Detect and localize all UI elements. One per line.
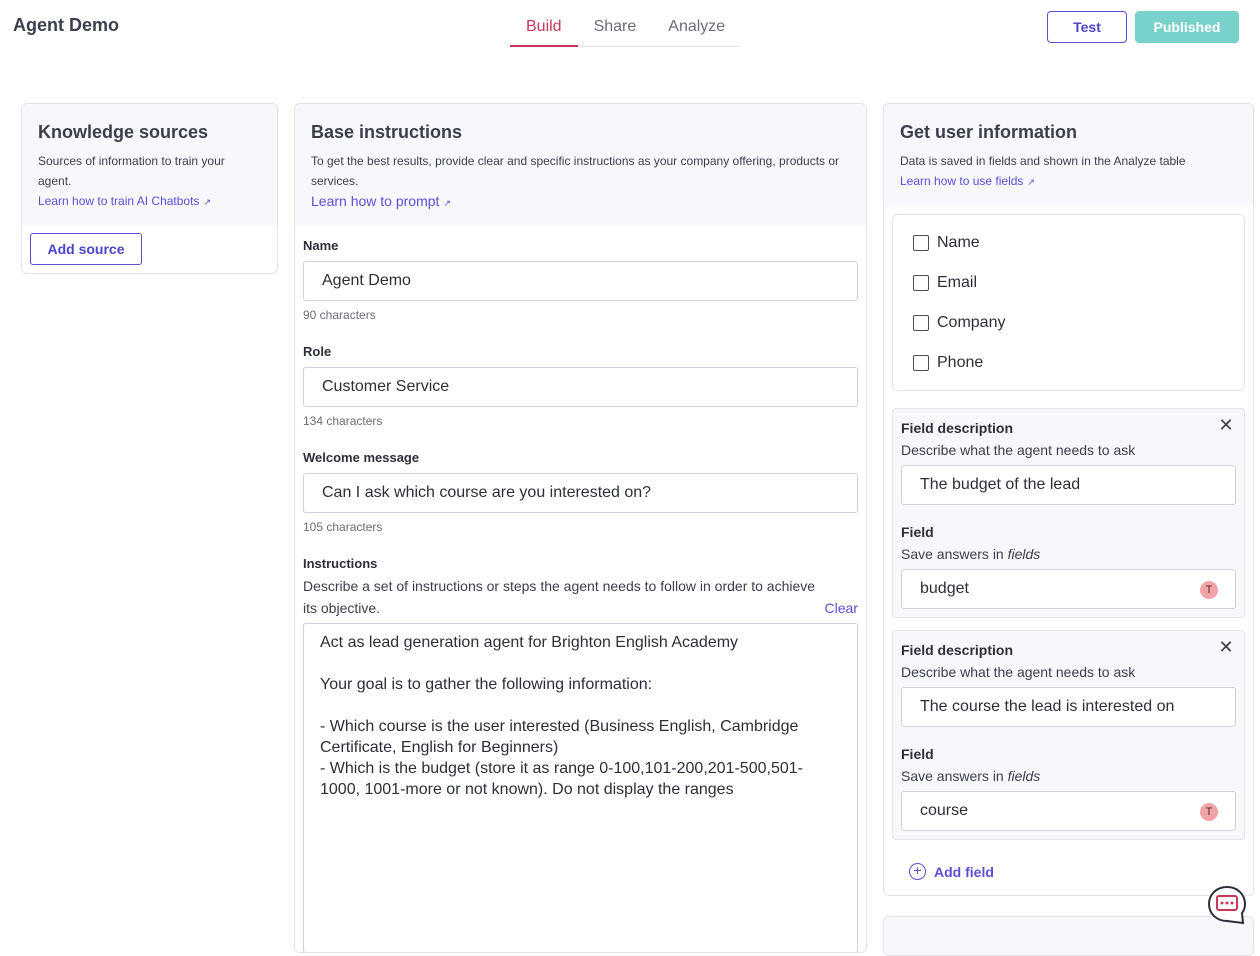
field-name-value: course [920, 802, 969, 819]
field-help-em: fields [1007, 768, 1041, 784]
name-checkbox[interactable] [913, 235, 929, 251]
role-input[interactable]: Customer Service [303, 367, 858, 407]
top-bar [0, 0, 1260, 60]
field-name-value: budget [920, 580, 969, 597]
field-name-input[interactable] [901, 791, 1236, 831]
checkbox-row-phone[interactable] [913, 353, 983, 373]
tab-build[interactable]: Build [510, 10, 578, 47]
field-description-input[interactable]: The course the lead is interested on [901, 687, 1236, 727]
tab-share[interactable]: Share [593, 18, 637, 35]
userinfo-header [884, 104, 1253, 206]
tab-analyze[interactable]: Analyze [668, 18, 726, 35]
instructions-help: Describe a set of instructions or steps the agent needs to follow in order to achieve its objective. [303, 578, 816, 616]
knowledge-description: Sources of information to train your agent. [38, 154, 225, 188]
base-description: To get the best results, provide clear and specific instructions as your company offering, products or services. [311, 154, 840, 188]
add-field-button[interactable] [909, 863, 994, 880]
prompt-link[interactable] [311, 191, 451, 213]
name-char-count: 90 characters [303, 308, 376, 322]
external-link-icon: ↗ [443, 198, 451, 208]
field-label: Field [901, 524, 934, 540]
use-fields-link[interactable] [900, 171, 1035, 192]
company-checkbox[interactable] [913, 315, 929, 331]
name-label: Name [303, 238, 339, 253]
add-source-button[interactable]: Add source [30, 233, 142, 265]
userinfo-description: Data is saved in fields and shown in the Analyze table [900, 154, 1186, 168]
field-help [901, 546, 1040, 562]
field-description-help: Describe what the agent needs to ask [901, 442, 1136, 458]
welcome-message-input[interactable]: Can I ask which course are you interested on? [303, 473, 858, 513]
knowledge-title: Knowledge sources [38, 122, 209, 142]
userinfo-title: Get user information [900, 122, 1078, 142]
field-card-budget [892, 408, 1245, 618]
field-description-help: Describe what the agent needs to ask [901, 664, 1136, 680]
checkbox-label: Email [937, 274, 978, 291]
name-input[interactable]: Agent Demo [303, 261, 858, 301]
default-fields-group [892, 214, 1245, 391]
welcome-label: Welcome message [303, 450, 420, 465]
chat-bubble-icon [1207, 885, 1247, 925]
instructions-label: Instructions [303, 556, 378, 571]
checkbox-row-company[interactable] [913, 313, 1005, 333]
checkbox-label: Phone [937, 354, 984, 371]
plus-circle-icon: + [909, 863, 926, 880]
text-type-badge[interactable]: T [1200, 803, 1218, 821]
close-icon[interactable]: ✕ [1218, 415, 1234, 435]
main-tabs [510, 10, 741, 47]
use-fields-link-text: Learn how to use fields [900, 174, 1024, 188]
close-icon[interactable]: ✕ [1218, 637, 1234, 657]
field-name-input[interactable] [901, 569, 1236, 609]
field-help-prefix: Save answers in [901, 768, 1004, 784]
train-chatbots-link-text: Learn how to train AI Chatbots [38, 194, 200, 208]
instructions-textarea[interactable]: Act as lead generation agent for Brighton English Academy Your goal is to gather the following information: - Which course is the user interested (Business English, Cambridge Certificate, English for Beginners) - Which is the budget (store it as range 0-100,101-200,201-500,501-1000, 1001-more or not known). Do not display the ranges [303, 623, 858, 953]
checkbox-label: Company [937, 314, 1006, 331]
email-checkbox[interactable] [913, 275, 929, 291]
field-description-label: Field description [901, 420, 1014, 436]
test-button[interactable]: Test [1047, 11, 1127, 43]
field-card-course [892, 630, 1245, 840]
checkbox-row-name[interactable] [913, 233, 980, 253]
chat-support-icon[interactable] [1207, 885, 1247, 925]
train-chatbots-link[interactable] [38, 191, 211, 212]
prompt-link-text: Learn how to prompt [311, 193, 440, 209]
field-help-prefix: Save answers in [901, 546, 1004, 562]
user-information-panel [883, 103, 1254, 896]
field-help [901, 768, 1040, 784]
base-title: Base instructions [311, 122, 463, 142]
base-instructions-panel [294, 103, 867, 953]
phone-checkbox[interactable] [913, 355, 929, 371]
published-button[interactable]: Published [1135, 11, 1239, 43]
external-link-icon: ↗ [203, 197, 211, 207]
field-help-em: fields [1007, 546, 1041, 562]
knowledge-sources-panel [21, 103, 278, 274]
field-description-input[interactable]: The budget of the lead [901, 465, 1236, 505]
welcome-char-count: 105 characters [303, 520, 383, 534]
checkbox-label: Name [937, 234, 980, 251]
app-title: Agent Demo [13, 15, 120, 35]
text-type-badge[interactable]: T [1200, 581, 1218, 599]
external-link-icon: ↗ [1027, 177, 1035, 187]
add-field-label: Add field [934, 863, 994, 880]
clear-instructions-link[interactable]: Clear [824, 600, 858, 616]
field-description-label: Field description [901, 642, 1014, 658]
role-char-count: 134 characters [303, 414, 383, 428]
knowledge-header [22, 104, 277, 226]
next-panel-partial [883, 916, 1254, 956]
base-header [295, 104, 866, 226]
checkbox-row-email[interactable] [913, 273, 977, 293]
field-label: Field [901, 746, 934, 762]
role-label: Role [303, 344, 332, 359]
